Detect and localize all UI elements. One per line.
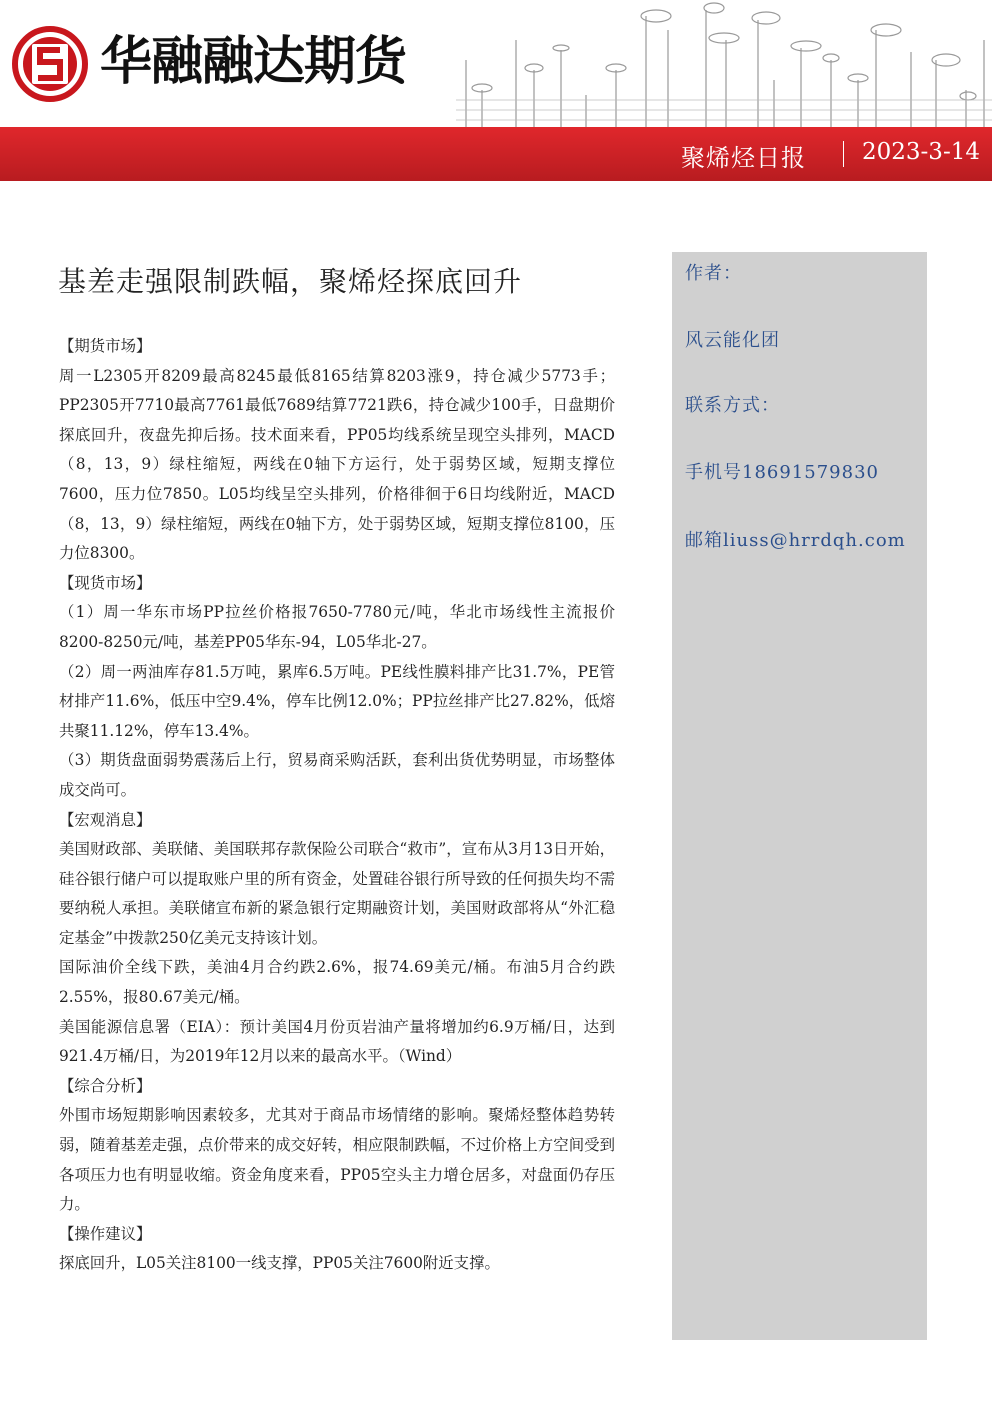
- report-name: 聚烯烃日报: [681, 144, 806, 172]
- report-headline: 基差走强限制跌幅，聚烯烃探底回升: [58, 265, 523, 298]
- paragraph: （1）周一华东市场PP拉丝价格报7650-7780元/吨，华北市场线性主流报价8200-8250元/吨，基差PP05华东-94，L05华北-27。: [59, 603, 615, 651]
- paragraph: （2）周一两油库存81.5万吨，累库6.5万吨。PE线性膜料排产比31.7%，PE管材排产11.6%，低压中空9.4%，停车比例12.0%；PP拉丝排产比27.82%，低熔共聚11.12%，停车13.4%。: [59, 662, 615, 740]
- paragraph: 外围市场短期影响因素较多，尤其对于商品市场情绪的影响。聚烯烃整体趋势转弱，随着基差走强，点价带来的成交好转，相应限制跌幅，不过价格上方空间受到各项压力也有明显收缩。资金角度来看，PP05空头主力增仓居多，对盘面仍存压力。: [59, 1106, 615, 1214]
- section-heading: 【综合分析】: [59, 1076, 152, 1095]
- author-name: 风云能化团: [685, 330, 780, 351]
- paragraph: 周一L2305开8209最高8245最低8165结算8203涨9，持仓减少5773手；PP2305开7710最高7761最低7689结算7721跌6，持仓减少100手，日盘期价探底回升，夜盘先抑后扬。技术面来看，PP05均线系统呈现空头排列，MACD（8，13，9）绿柱缩短，两线在0轴下方运行，处于弱势区域，短期支撑位7600，压力位7850。L05均线呈空头排列，价格徘徊于6日均线附近，MACD（8，13，9）绿柱缩短，两线在0轴下方，处于弱势区域，短期支撑位8100，压力位8300。: [59, 366, 615, 563]
- email-address: 邮箱liuss@hrrdqh.com: [685, 530, 906, 551]
- header-banner: [0, 127, 992, 181]
- banner-divider: [843, 141, 844, 167]
- paragraph: 美国能源信息署（EIA）：预计美国4月份页岩油产量将增加约6.9万桶/日，达到921.4万桶/日，为2019年12月以来的最高水平。（Wind）: [59, 1017, 615, 1066]
- paragraph: 美国财政部、美联储、美国联邦存款保险公司联合“救市”，宣布从3月13日开始，硅谷银行储户可以提取账户里的所有资金，处置硅谷银行所导致的任何损失均不需要纳税人承担。美联储宣布新的紧急银行定期融资计划，美国财政部将从“外汇稳定基金”中拨款250亿美元支持该计划。: [59, 840, 615, 947]
- section-heading: 【操作建议】: [59, 1224, 152, 1243]
- author-sidebar: [672, 252, 927, 1340]
- author-label: 作者：: [685, 263, 742, 284]
- contact-label: 联系方式：: [685, 395, 780, 416]
- paragraph: （3）期货盘面弱势震荡后上行，贸易商采购活跃，套利出货优势明显，市场整体成交尚可。: [59, 751, 615, 799]
- paragraph: 探底回升，L05关注8100一线支撑，PP05关注7600附近支撑。: [59, 1254, 500, 1273]
- section-heading: 【期货市场】: [59, 337, 152, 355]
- header-decoration: [456, 0, 992, 128]
- company-logo-icon: [12, 26, 88, 102]
- section-heading: 【现货市场】: [59, 573, 152, 592]
- paragraph: 国际油价全线下跌，美油4月合约跌2.6%，报74.69美元/桶。布油5月合约跌2.55%，报80.67美元/桶。: [59, 958, 615, 1007]
- report-date: 2023-3-14: [862, 139, 980, 165]
- section-heading: 【宏观消息】: [59, 810, 152, 829]
- report-body: [59, 332, 615, 1279]
- brand-name: 华融融达期货: [100, 32, 407, 92]
- phone-number: 手机号18691579830: [685, 462, 879, 483]
